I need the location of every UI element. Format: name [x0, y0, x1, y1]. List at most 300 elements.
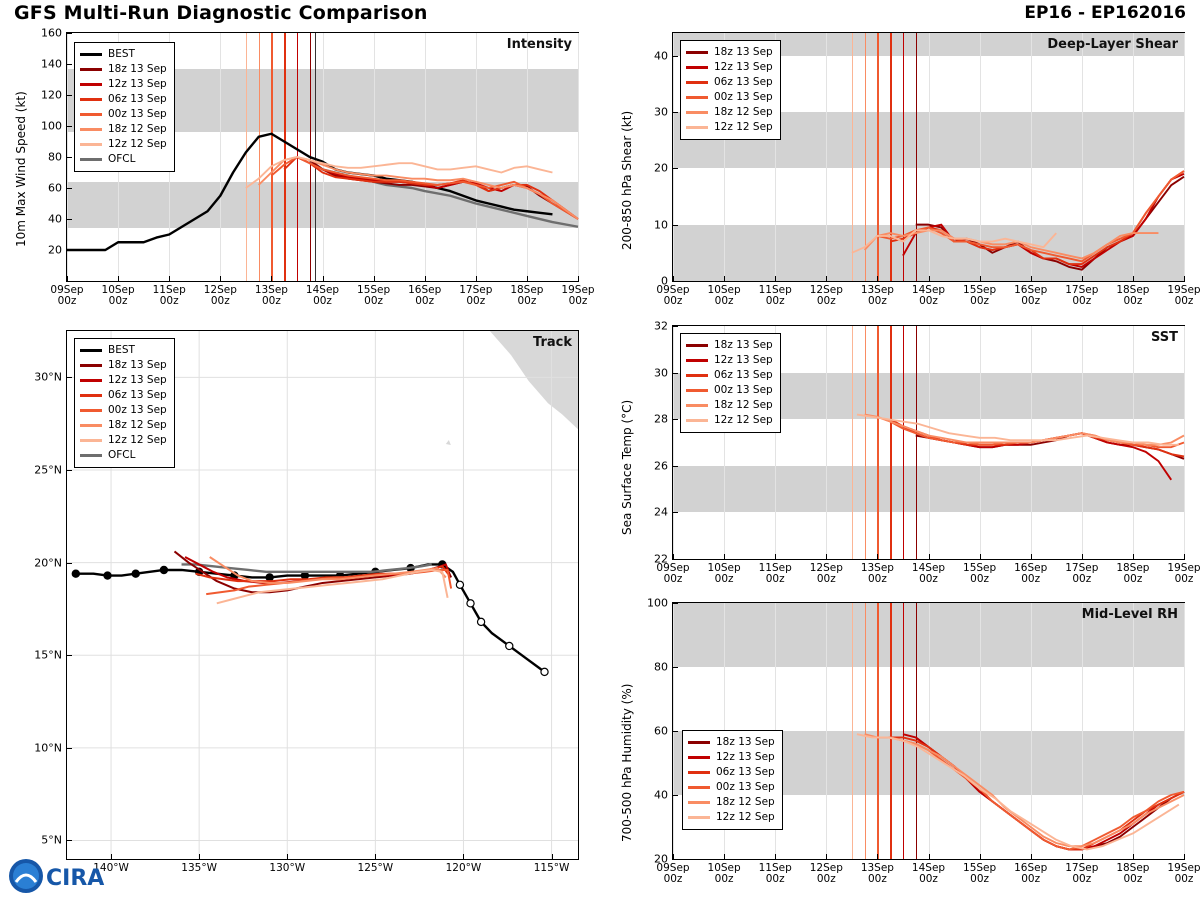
- legend-entry: [686, 353, 773, 368]
- legend-color-swatch: [686, 344, 708, 347]
- legend-entry: [686, 90, 773, 105]
- legend-entry: [80, 47, 167, 62]
- y-axis-tick-mark: [673, 281, 678, 282]
- legend-label: 00z 13 Sep: [108, 108, 167, 120]
- x-axis-tick-label: 13Sep 00z: [254, 284, 288, 307]
- legend-color-swatch: [686, 51, 708, 54]
- map-lon-tick-label: 120°W: [445, 862, 482, 874]
- legend-label: 18z 12 Sep: [716, 796, 775, 808]
- x-axis-tick-label: 10Sep 00z: [707, 284, 741, 307]
- x-axis-tick-mark: [980, 554, 981, 559]
- data-series-line: [916, 177, 1184, 270]
- y-axis-tick-label: 80: [654, 660, 668, 674]
- legend-label: 12z 13 Sep: [714, 354, 773, 366]
- x-axis-tick-label: 17Sep 00z: [1065, 862, 1099, 885]
- x-axis-tick-mark: [1082, 854, 1083, 859]
- legend-label: 12z 12 Sep: [108, 138, 167, 150]
- y-axis-tick-mark: [673, 559, 678, 560]
- y-axis-tick-label: 60: [48, 181, 62, 195]
- y-axis-tick-label: 60: [654, 724, 668, 738]
- best-track-point: [132, 570, 139, 577]
- best-track-point: [541, 668, 548, 675]
- x-axis-tick-label: 15Sep 00z: [963, 562, 997, 585]
- x-axis-tick-mark: [775, 554, 776, 559]
- map-lat-tick-label: 20°N: [34, 556, 62, 570]
- x-axis-tick-mark: [271, 276, 272, 281]
- legend-entry: [688, 765, 775, 780]
- x-axis-tick-label: 14Sep 00z: [911, 284, 946, 307]
- x-axis-tick-mark: [826, 554, 827, 559]
- y-axis-tick-label: 10: [654, 218, 668, 232]
- legend-color-swatch: [80, 158, 102, 161]
- x-axis-tick-label: 18Sep 00z: [1116, 562, 1150, 585]
- x-axis-tick-mark: [673, 276, 674, 281]
- legend-label: BEST: [108, 344, 135, 356]
- y-axis-tick-mark: [673, 56, 678, 57]
- x-axis-tick-label: 11Sep 00z: [758, 862, 792, 885]
- legend-entry: [80, 152, 167, 167]
- legend-color-swatch: [80, 98, 102, 101]
- legend-color-swatch: [80, 68, 102, 71]
- legend-color-swatch: [686, 359, 708, 362]
- legend-color-swatch: [688, 771, 710, 774]
- legend-color-swatch: [686, 111, 708, 114]
- map-lon-tick-mark: [552, 854, 553, 859]
- legend-entry: [688, 795, 775, 810]
- y-axis-tick-mark: [673, 419, 678, 420]
- legend-label: 12z 12 Sep: [714, 414, 773, 426]
- legend-label: 06z 13 Sep: [108, 389, 167, 401]
- legend-entry: [80, 448, 167, 463]
- best-track-point: [160, 566, 167, 573]
- x-axis-tick-label: 11Sep 00z: [152, 284, 186, 307]
- x-axis-tick-label: 13Sep 00z: [860, 862, 894, 885]
- legend-label: 18z 12 Sep: [714, 399, 773, 411]
- y-axis-tick-label: 32: [654, 319, 668, 333]
- legend-entry: [688, 735, 775, 750]
- legend-entry: [686, 383, 773, 398]
- legend-color-swatch: [80, 83, 102, 86]
- legend-label: 12z 13 Sep: [714, 61, 773, 73]
- y-axis-tick-mark: [67, 126, 72, 127]
- legend-label: 06z 13 Sep: [714, 76, 773, 88]
- legend-label: 18z 12 Sep: [108, 419, 167, 431]
- legend-label: 12z 12 Sep: [108, 434, 167, 446]
- y-axis-tick-mark: [67, 157, 72, 158]
- map-lon-tick-label: 130°W: [269, 862, 306, 874]
- svg-text:CIRA: CIRA: [46, 866, 105, 891]
- x-axis-tick-label: 14Sep 00z: [911, 562, 946, 585]
- x-axis-tick-mark: [1133, 276, 1134, 281]
- x-axis-tick-mark: [323, 276, 324, 281]
- island-shape: [446, 440, 451, 445]
- legend-label: 18z 13 Sep: [714, 46, 773, 58]
- x-axis-tick-label: 13Sep 00z: [860, 562, 894, 585]
- x-axis-tick-label: 19Sep 00z: [1167, 862, 1201, 885]
- x-axis-tick-label: 12Sep 00z: [809, 562, 843, 585]
- y-axis-tick-label: 28: [654, 412, 668, 426]
- y-axis-tick-label: 100: [41, 119, 62, 133]
- x-axis-tick-label: 16Sep 00z: [1014, 284, 1048, 307]
- y-axis-tick-mark: [67, 64, 72, 65]
- shear-y-axis-label: 200-850 hPa Shear (kt): [620, 110, 634, 250]
- map-lat-tick-mark: [67, 840, 72, 841]
- x-axis-tick-label: 11Sep 00z: [758, 284, 792, 307]
- legend-color-swatch: [80, 128, 102, 131]
- y-axis-tick-mark: [673, 466, 678, 467]
- best-track-point: [72, 570, 79, 577]
- best-track-point: [477, 618, 484, 625]
- data-series-line: [916, 737, 1184, 849]
- y-axis-tick-label: 80: [48, 150, 62, 164]
- legend-color-swatch: [80, 349, 102, 352]
- legend-entry: [686, 368, 773, 383]
- y-axis-tick-mark: [67, 219, 72, 220]
- sst-y-axis-label: Sea Surface Temp (°C): [620, 399, 634, 535]
- y-axis-tick-label: 22: [654, 552, 668, 566]
- data-series-line: [877, 737, 1184, 849]
- legend-color-swatch: [688, 756, 710, 759]
- legend-label: 00z 13 Sep: [716, 781, 775, 793]
- legend-color-swatch: [686, 404, 708, 407]
- x-axis-tick-mark: [724, 276, 725, 281]
- legend-color-swatch: [686, 389, 708, 392]
- legend-entry: [80, 62, 167, 77]
- y-axis-tick-label: 26: [654, 459, 668, 473]
- y-axis-tick-label: 160: [41, 26, 62, 40]
- legend-entry: [686, 75, 773, 90]
- map-lat-tick-mark: [67, 377, 72, 378]
- x-axis-tick-label: 19Sep 00z: [1167, 562, 1201, 585]
- x-axis-tick-mark: [578, 276, 579, 281]
- y-axis-tick-label: 30: [654, 366, 668, 380]
- legend-entry: [686, 60, 773, 75]
- x-axis-tick-mark: [220, 276, 221, 281]
- cira-logo: [6, 856, 126, 896]
- x-axis-tick-mark: [425, 276, 426, 281]
- y-axis-tick-label: 40: [654, 49, 668, 63]
- intensity-legend: [74, 42, 175, 172]
- legend-entry: [688, 810, 775, 825]
- intensity-panel-title: Intensity: [506, 37, 572, 52]
- y-axis-tick-label: 24: [654, 505, 668, 519]
- sst-legend: [680, 333, 781, 433]
- best-track-point: [506, 642, 513, 649]
- x-axis-tick-mark: [118, 276, 119, 281]
- x-axis-tick-mark: [980, 854, 981, 859]
- x-axis-tick-mark: [1031, 276, 1032, 281]
- x-axis-tick-label: 16Sep 00z: [1014, 562, 1048, 585]
- track-panel-title: Track: [533, 335, 572, 350]
- y-axis-tick-label: 120: [41, 88, 62, 102]
- x-axis-tick-label: 12Sep 00z: [809, 284, 843, 307]
- map-lon-tick-label: 135°W: [181, 862, 217, 874]
- gridline-vertical: [578, 33, 579, 281]
- y-axis-tick-label: 140: [41, 57, 62, 71]
- map-lat-tick-mark: [67, 655, 72, 656]
- y-axis-tick-mark: [673, 512, 678, 513]
- legend-color-swatch: [686, 96, 708, 99]
- x-axis-tick-mark: [1031, 554, 1032, 559]
- legend-label: 18z 13 Sep: [108, 63, 167, 75]
- map-lon-tick-label: 125°W: [357, 862, 394, 874]
- legend-label: 18z 13 Sep: [108, 359, 167, 371]
- legend-entry: [80, 433, 167, 448]
- best-track-point: [456, 581, 463, 588]
- legend-color-swatch: [80, 454, 102, 457]
- legend-entry: [80, 388, 167, 403]
- x-axis-tick-mark: [374, 276, 375, 281]
- x-axis-tick-mark: [673, 854, 674, 859]
- y-axis-tick-mark: [673, 326, 678, 327]
- map-lon-tick-mark: [287, 854, 288, 859]
- x-axis-tick-label: 19Sep 00z: [1167, 284, 1201, 307]
- map-lon-tick-label: 115°W: [533, 862, 570, 874]
- legend-entry: [686, 338, 773, 353]
- y-axis-tick-mark: [673, 603, 678, 604]
- legend-color-swatch: [686, 126, 708, 129]
- x-axis-tick-mark: [1133, 554, 1134, 559]
- legend-entry: [688, 750, 775, 765]
- legend-label: 12z 12 Sep: [714, 121, 773, 133]
- legend-color-swatch: [80, 364, 102, 367]
- legend-entry: [688, 780, 775, 795]
- best-track-point: [467, 600, 474, 607]
- gridline-vertical: [1184, 603, 1185, 859]
- x-axis-tick-label: 17Sep 00z: [1065, 562, 1099, 585]
- legend-entry: [80, 418, 167, 433]
- y-axis-tick-label: 20: [48, 243, 62, 257]
- map-lat-tick-label: 25°N: [34, 463, 62, 477]
- x-axis-tick-label: 09Sep 00z: [50, 284, 84, 307]
- legend-color-swatch: [688, 801, 710, 804]
- legend-label: 18z 13 Sep: [714, 339, 773, 351]
- x-axis-tick-label: 16Sep 00z: [1014, 862, 1048, 885]
- legend-label: 12z 13 Sep: [108, 374, 167, 386]
- x-axis-tick-label: 18Sep 00z: [510, 284, 544, 307]
- map-lat-tick-label: 30°N: [34, 370, 62, 384]
- y-axis-tick-label: 20: [654, 161, 668, 175]
- legend-color-swatch: [80, 379, 102, 382]
- x-axis-tick-mark: [673, 554, 674, 559]
- legend-entry: [686, 105, 773, 120]
- legend-color-swatch: [80, 113, 102, 116]
- x-axis-tick-mark: [476, 276, 477, 281]
- x-axis-tick-label: 10Sep 00z: [101, 284, 135, 307]
- legend-label: 00z 13 Sep: [714, 91, 773, 103]
- x-axis-tick-label: 16Sep 00z: [408, 284, 442, 307]
- page-title: GFS Multi-Run Diagnostic Comparison: [14, 2, 428, 24]
- x-axis-tick-mark: [169, 276, 170, 281]
- intensity-panel: [14, 26, 595, 307]
- legend-entry: [686, 413, 773, 428]
- shear-legend: [680, 40, 781, 140]
- legend-label: 12z 13 Sep: [716, 751, 775, 763]
- x-axis-tick-mark: [527, 276, 528, 281]
- x-axis-tick-label: 09Sep 00z: [656, 284, 690, 307]
- legend-color-swatch: [80, 424, 102, 427]
- x-axis-tick-mark: [775, 854, 776, 859]
- sst-panel: [620, 319, 1201, 585]
- x-axis-tick-mark: [877, 854, 878, 859]
- map-lat-tick-mark: [67, 470, 72, 471]
- shear-panel-title: Deep-Layer Shear: [1047, 37, 1178, 52]
- page-header: [0, 0, 1200, 30]
- legend-color-swatch: [688, 741, 710, 744]
- x-axis-tick-mark: [1082, 554, 1083, 559]
- legend-color-swatch: [686, 419, 708, 422]
- y-axis-tick-mark: [673, 795, 678, 796]
- map-lat-tick-mark: [67, 748, 72, 749]
- rh-panel-title: Mid-Level RH: [1081, 607, 1178, 622]
- legend-label: 12z 12 Sep: [716, 811, 775, 823]
- legend-color-swatch: [80, 439, 102, 442]
- legend-label: OFCL: [108, 153, 136, 165]
- x-axis-tick-mark: [1184, 276, 1185, 281]
- legend-label: 00z 13 Sep: [714, 384, 773, 396]
- x-axis-tick-mark: [1133, 854, 1134, 859]
- map-lon-tick-label: 140°W: [93, 862, 129, 874]
- x-axis-tick-label: 15Sep 00z: [963, 862, 997, 885]
- legend-entry: [80, 137, 167, 152]
- x-axis-tick-label: 11Sep 00z: [758, 562, 792, 585]
- y-axis-tick-mark: [673, 731, 678, 732]
- map-lat-tick-label: 5°N: [41, 833, 62, 847]
- x-axis-tick-mark: [929, 276, 930, 281]
- legend-color-swatch: [80, 143, 102, 146]
- y-axis-tick-mark: [673, 667, 678, 668]
- x-axis-tick-label: 12Sep 00z: [809, 862, 843, 885]
- legend-entry: [80, 403, 167, 418]
- x-axis-tick-mark: [1082, 276, 1083, 281]
- storm-id-label: EP16 - EP162016: [1024, 3, 1186, 23]
- x-axis-tick-label: 15Sep 00z: [357, 284, 391, 307]
- x-axis-tick-label: 14Sep 00z: [911, 862, 946, 885]
- y-axis-tick-mark: [67, 95, 72, 96]
- gridline-vertical: [1184, 33, 1185, 281]
- y-axis-tick-mark: [67, 250, 72, 251]
- x-axis-tick-mark: [67, 276, 68, 281]
- legend-label: 06z 13 Sep: [714, 369, 773, 381]
- shear-panel: [620, 32, 1201, 307]
- x-axis-tick-label: 10Sep 00z: [707, 862, 741, 885]
- x-axis-tick-mark: [929, 854, 930, 859]
- x-axis-tick-mark: [826, 854, 827, 859]
- legend-entry: [80, 107, 167, 122]
- legend-label: OFCL: [108, 449, 136, 461]
- legend-label: 12z 13 Sep: [108, 78, 167, 90]
- y-axis-tick-label: 40: [48, 212, 62, 226]
- y-axis-tick-mark: [673, 859, 678, 860]
- x-axis-tick-label: 14Sep 00z: [305, 284, 340, 307]
- data-series-line: [865, 734, 1184, 846]
- best-track-point: [104, 572, 111, 579]
- legend-entry: [80, 373, 167, 388]
- y-axis-tick-mark: [673, 168, 678, 169]
- x-axis-tick-label: 17Sep 00z: [1065, 284, 1099, 307]
- x-axis-tick-mark: [724, 554, 725, 559]
- intensity-y-axis-label: 10m Max Wind Speed (kt): [14, 91, 28, 247]
- legend-label: 00z 13 Sep: [108, 404, 167, 416]
- x-axis-tick-label: 19Sep 00z: [561, 284, 595, 307]
- gridline-vertical: [1184, 326, 1185, 559]
- data-series-line: [903, 426, 1171, 480]
- legend-color-swatch: [686, 374, 708, 377]
- track-panel: [34, 330, 579, 874]
- x-axis-tick-mark: [1184, 554, 1185, 559]
- rh-y-axis-label: 700-500 hPa Humidity (%): [620, 683, 634, 842]
- legend-entry: [80, 122, 167, 137]
- map-lon-tick-mark: [463, 854, 464, 859]
- legend-entry: [686, 120, 773, 135]
- x-axis-tick-label: 13Sep 00z: [860, 284, 894, 307]
- x-axis-tick-mark: [929, 554, 930, 559]
- x-axis-tick-mark: [877, 276, 878, 281]
- data-series-line: [857, 734, 1179, 849]
- legend-entry: [686, 45, 773, 60]
- legend-label: 18z 13 Sep: [716, 736, 775, 748]
- track-legend: [74, 338, 175, 468]
- y-axis-tick-label: 30: [654, 105, 668, 119]
- map-lat-tick-mark: [67, 563, 72, 564]
- legend-color-swatch: [688, 786, 710, 789]
- legend-entry: [80, 343, 167, 358]
- y-axis-tick-mark: [67, 33, 72, 34]
- data-series-line: [890, 419, 1184, 456]
- legend-label: BEST: [108, 48, 135, 60]
- legend-label: 06z 13 Sep: [716, 766, 775, 778]
- legend-entry: [686, 398, 773, 413]
- legend-entry: [80, 92, 167, 107]
- y-axis-tick-mark: [673, 112, 678, 113]
- legend-color-swatch: [80, 394, 102, 397]
- y-axis-tick-mark: [67, 188, 72, 189]
- legend-label: 18z 12 Sep: [108, 123, 167, 135]
- legend-color-swatch: [686, 66, 708, 69]
- rh-legend: [682, 730, 783, 830]
- x-axis-tick-label: 12Sep 00z: [203, 284, 237, 307]
- x-axis-tick-mark: [980, 276, 981, 281]
- y-axis-tick-label: 40: [654, 788, 668, 802]
- y-axis-tick-label: 0: [661, 274, 668, 288]
- y-axis-tick-label: 20: [654, 852, 668, 866]
- x-axis-tick-label: 10Sep 00z: [707, 562, 741, 585]
- x-axis-tick-label: 09Sep 00z: [656, 562, 690, 585]
- map-lon-tick-mark: [375, 854, 376, 859]
- best-track-point: [266, 574, 273, 581]
- map-lat-tick-label: 10°N: [34, 741, 62, 755]
- sst-panel-title: SST: [1150, 330, 1178, 345]
- x-axis-tick-label: 18Sep 00z: [1116, 284, 1150, 307]
- x-axis-tick-mark: [877, 554, 878, 559]
- map-lat-tick-label: 15°N: [34, 648, 62, 662]
- legend-label: 06z 13 Sep: [108, 93, 167, 105]
- y-axis-tick-mark: [673, 373, 678, 374]
- legend-entry: [80, 77, 167, 92]
- legend-label: 18z 12 Sep: [714, 106, 773, 118]
- x-axis-tick-label: 18Sep 00z: [1116, 862, 1150, 885]
- x-axis-tick-label: 17Sep 00z: [459, 284, 493, 307]
- x-axis-tick-mark: [1184, 854, 1185, 859]
- y-axis-tick-mark: [673, 225, 678, 226]
- map-lon-tick-mark: [199, 854, 200, 859]
- legend-entry: [80, 358, 167, 373]
- x-axis-tick-label: 09Sep 00z: [656, 862, 690, 885]
- x-axis-tick-label: 15Sep 00z: [963, 284, 997, 307]
- x-axis-tick-mark: [724, 854, 725, 859]
- y-axis-tick-label: 100: [647, 596, 668, 610]
- x-axis-tick-mark: [1031, 854, 1032, 859]
